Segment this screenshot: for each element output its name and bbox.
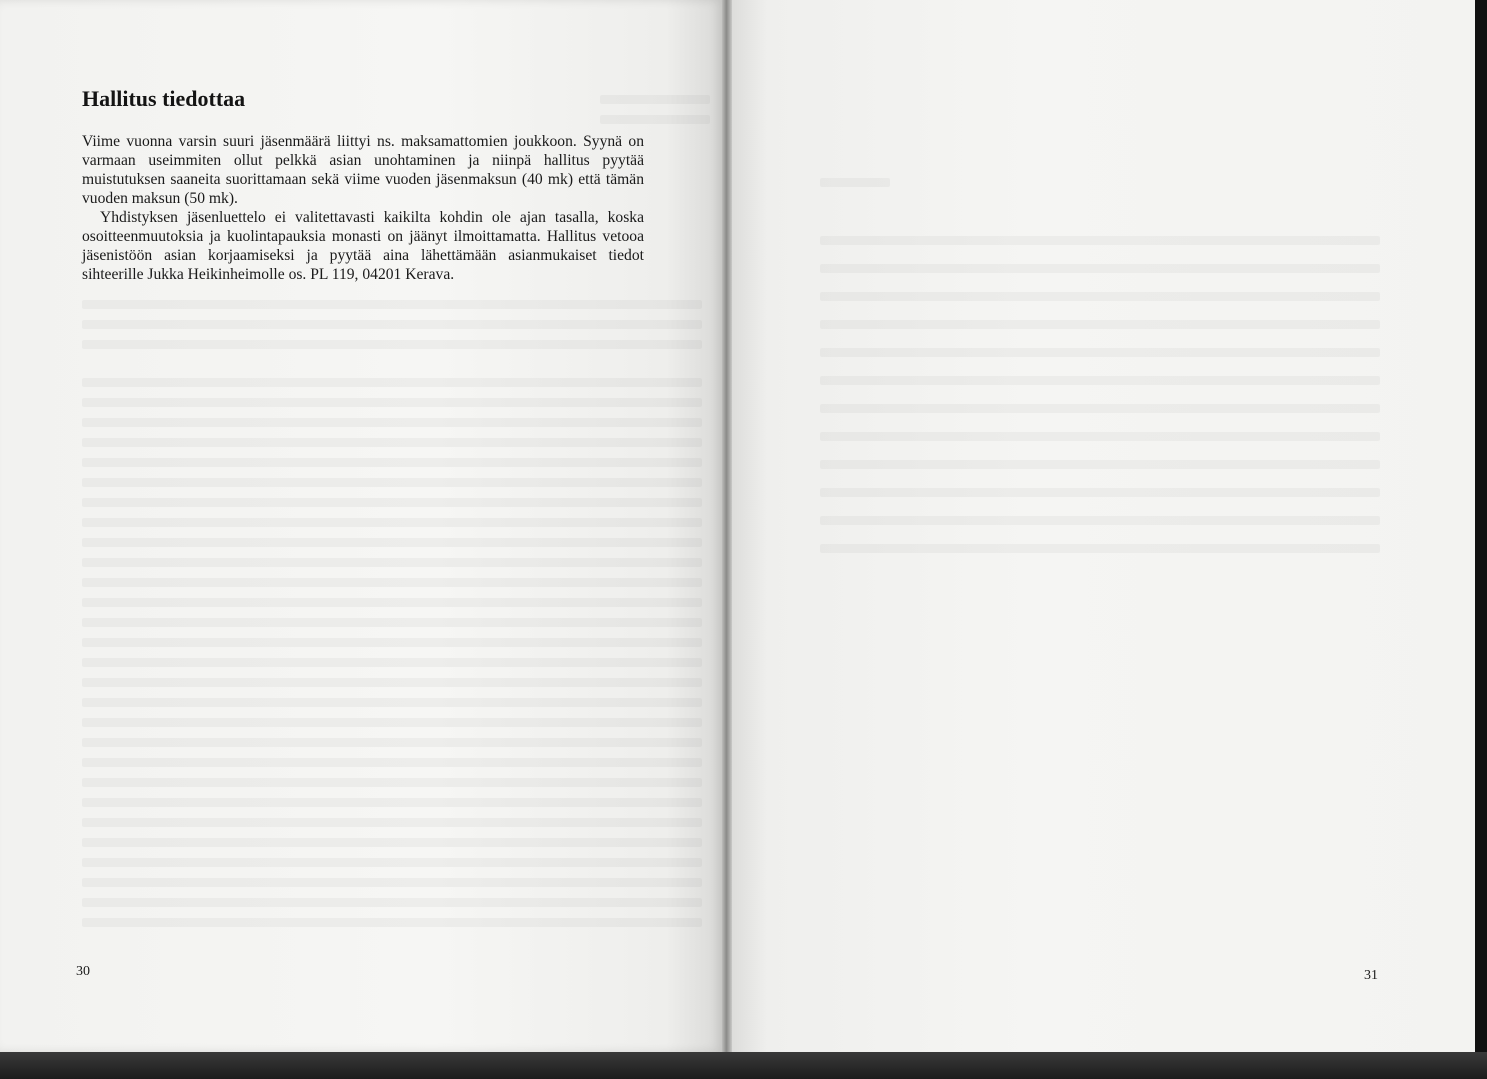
left-page	[0, 0, 724, 1052]
paragraph-1: Viime vuonna varsin suuri jäsenmäärä liittyi ns. maksamattomien joukkoon. Syynä on varmaan useimmiten ollut pelkkä asian unohtaminen ja niinpä hallitus pyytää muistutuksen saaneita suorittamaan sekä viime vuoden jäsenmaksun (40 mk) että tämän vuoden maksun (50 mk).	[82, 133, 644, 207]
scan-border-right	[1475, 0, 1487, 1079]
page-number-right: 31	[1364, 968, 1378, 983]
scan-border-bottom	[0, 1052, 1487, 1079]
article-body	[82, 132, 644, 284]
book-spine	[722, 0, 732, 1052]
paragraph-2: Yhdistyksen jäsenluettelo ei valitettavasti kaikilta kohdin ole ajan tasalla, koska osoitteenmuutoksia ja kuolintapauksia monasti on jäänyt ilmoittamatta. Hallitus vetooa jäsenistöön asian korjaamiseksi ja pyytää aina lähettämään asianmukaiset tiedot sihteerille Jukka Heikinheimolle os. PL 119, 04201 Kerava.	[82, 209, 644, 283]
right-page	[730, 0, 1475, 1052]
page-number-left: 30	[76, 964, 90, 979]
article-heading: Hallitus tiedottaa	[82, 86, 246, 111]
